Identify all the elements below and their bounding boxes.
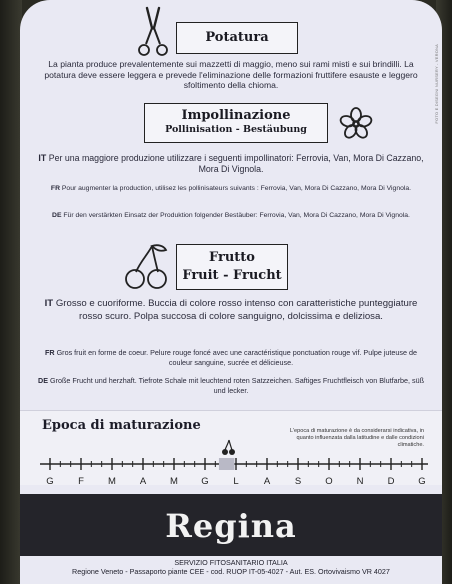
impollinazione-subtitle: Pollinisation - Bestäubung xyxy=(165,124,307,135)
month-label: G xyxy=(46,476,54,487)
month-label: G xyxy=(201,476,209,487)
frutto-fr-text: Gros fruit en forme de coeur. Pelure rouge foncé avec une caractéristique ponctuation rouge vif. Pulpe juteuse de couleur sanguine, sucrée et délicieuse. xyxy=(56,348,417,367)
cherries-icon xyxy=(122,242,170,290)
section-title-frutto xyxy=(176,244,288,290)
ripening-marker xyxy=(219,440,235,470)
impollinazione-de-text: Für den verstärkten Einsatz der Produktion folgender Bestäuber: Ferrovia, Van, Mora Di Cazzano, Mora Di Vignola. xyxy=(63,212,410,219)
epoca-title: Epoca di maturazione xyxy=(42,418,201,433)
frutto-title: Frutto xyxy=(209,250,255,265)
plant-label-card xyxy=(20,0,442,584)
impollinazione-title: Impollinazione xyxy=(181,108,291,123)
lang-label-it: IT xyxy=(44,298,54,309)
ripening-period xyxy=(219,458,235,470)
month-label: O xyxy=(325,476,333,487)
lang-label-fr: FR xyxy=(50,185,60,192)
lang-label-fr: FR xyxy=(45,348,55,357)
cherry-marker-icon xyxy=(222,440,235,455)
impollinazione-fr-text: Pour augmenter la production, utilisez les pollinisateurs suivants : Ferrovia, Van, Mora Di Cazzano, Mora Di Vignola. xyxy=(61,185,412,192)
month-label: F xyxy=(78,476,84,487)
shears-icon xyxy=(138,6,168,56)
impollinazione-fr xyxy=(34,184,428,193)
frutto-it xyxy=(38,298,424,323)
ripening-timeline xyxy=(38,438,430,474)
side-note: FOTO E DISEGNI NURSERY - VERONA xyxy=(434,44,439,124)
month-label: A xyxy=(139,476,147,487)
month-label: M xyxy=(170,476,178,487)
month-labels xyxy=(38,476,430,488)
frutto-fr xyxy=(34,348,428,368)
month-label: A xyxy=(263,476,271,487)
month-label: D xyxy=(387,476,395,487)
epoca-note: L'epoca di maturazione è da considerarsi indicativa, in quanto influenzata dalla latitudine e dalle condizioni climatiche. xyxy=(289,428,424,448)
month-label: G xyxy=(418,476,426,487)
month-label: N xyxy=(356,476,364,487)
flower-icon xyxy=(338,106,374,142)
month-label: M xyxy=(108,476,116,487)
month-label: S xyxy=(294,476,302,487)
variety-name: Regina xyxy=(20,494,442,556)
footer-line-2: Regione Veneto - Passaporto piante CEE - cod. RUOP IT-05-4027 - Aut. ES. Ortovivaismo VR 4027 xyxy=(72,567,390,576)
frutto-subtitle: Fruit - Frucht xyxy=(182,268,282,283)
frutto-it-text: Grosso e cuoriforme. Buccia di colore rosso intenso con caratteristiche punteggiature rosso scuro. Polpa succosa di colore sanguigno, dolcissima e deliziosa. xyxy=(55,298,418,322)
footer-line-1: SERVIZIO FITOSANITARIO ITALIA xyxy=(174,558,288,567)
lang-label-de: DE xyxy=(38,376,49,385)
background-left xyxy=(0,0,22,584)
potatura-text: La pianta produce prevalentemente sui mazzetti di maggio, meno sui rami misti e sui brindilli. La potatura deve essere leggera e prevede l'eliminazione delle formazioni fruttifere esauste e leggero sfoltimento della chioma. xyxy=(44,59,418,90)
impollinazione-it-text: Per una maggiore produzione utilizzare i seguenti impollinatori: Ferrovia, Van, Mora Di Cazzano, Mora Di Vignola. xyxy=(48,153,424,174)
impollinazione-de xyxy=(34,211,428,220)
impollinazione-it xyxy=(34,153,428,175)
lang-label-it: IT xyxy=(38,153,47,163)
section-title-potatura: Potatura xyxy=(176,22,298,54)
section-title-impollinazione xyxy=(144,103,328,143)
frutto-de-text: Große Frucht und herzhaft. Tiefrote Schale mit leuchtend roten Satzzeichen. Saftiges Fruchtfleisch von Blutfarbe, süß und lecker. xyxy=(50,376,424,395)
frutto-de xyxy=(34,376,428,396)
lang-label-de: DE xyxy=(52,212,62,219)
month-label: L xyxy=(233,476,239,487)
footer xyxy=(20,558,442,576)
